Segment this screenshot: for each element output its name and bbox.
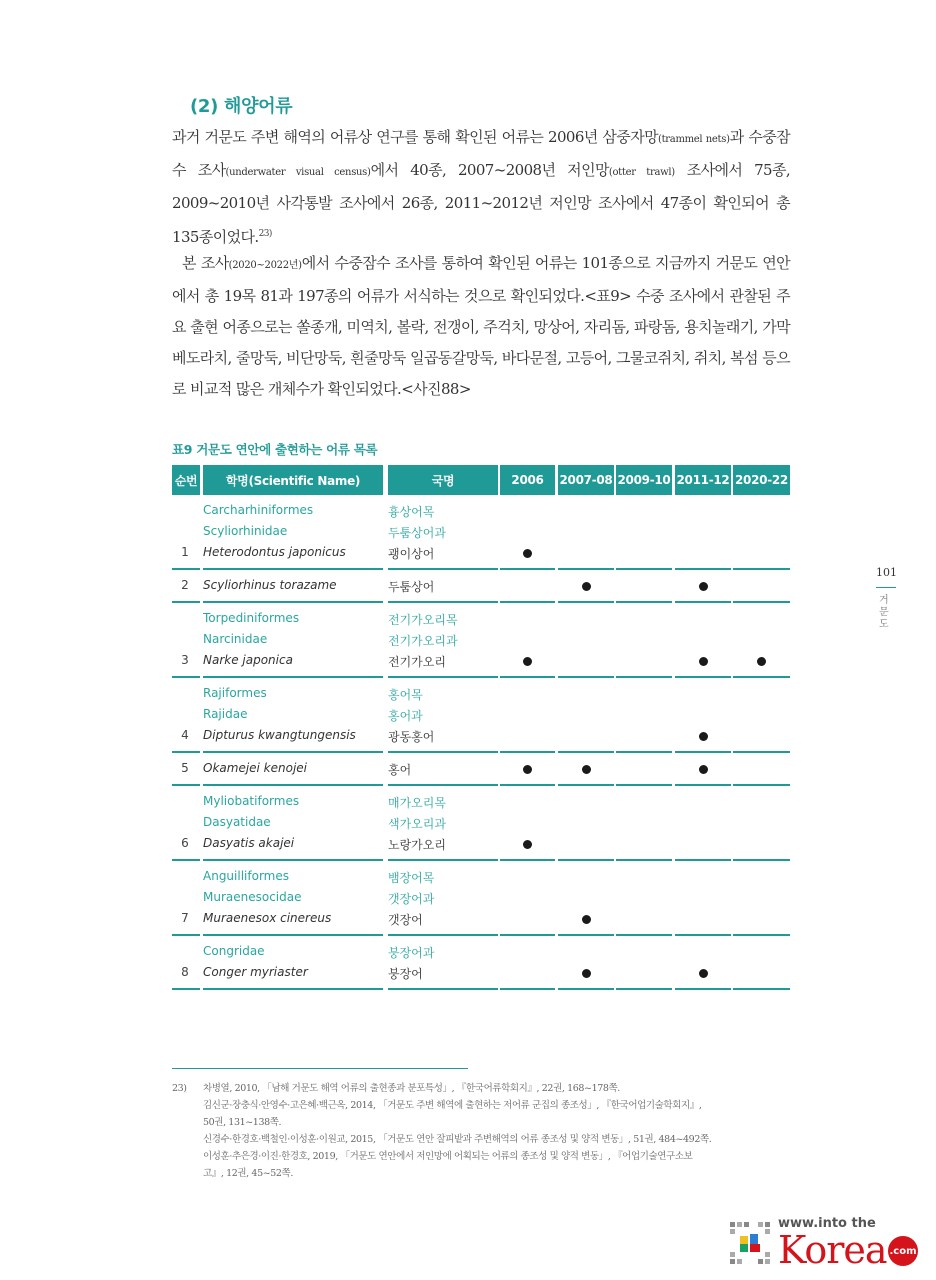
- occurrence-dot: [523, 765, 532, 774]
- para1-text-3: 에서 40종, 2007~2008년 저인망: [370, 161, 609, 179]
- footnote-text: 고』, 12권, 45~52쪽.: [203, 1168, 293, 1179]
- taxon-scientific-name: Myliobatiformes: [203, 794, 300, 808]
- footnote-line: [172, 1148, 790, 1165]
- species-scientific-name: Conger myriaster: [203, 965, 308, 979]
- table-row: [172, 495, 790, 570]
- species-scientific-name: Dipturus kwangtungensis: [203, 728, 356, 742]
- para2-text-2: 에서 수중잠수 조사를 통하여 확인된 어류는 101종으로 지금까지 거문도 연안에서 총 19목 81과 197종의 어류가 서식하는 것으로 확인되었다.<표9> 수중 조사에서 관찰된 주요 출현 어종으로는 쏠종개, 미역치, 볼락, 전갱이, 주걱치, 망상어, 자리돔, 파랑돔, 용치놀래기, 가막베도라치, 줄망둑, 비단망둑, 흰줄망둑 일곱동갈망둑, 바다문절, 고등어, 그물코쥐치, 쥐치, 복섬 등으로 비교적 많은 개체수가 확인되었다.<사진88>: [172, 254, 790, 398]
- section-title: (2) 해양어류: [190, 96, 293, 117]
- header-2007-08: 2007-08: [558, 465, 614, 495]
- occurrence-dot: [582, 915, 591, 924]
- taxon-scientific-name: Congridae: [203, 944, 265, 958]
- header-no: 순번: [172, 465, 200, 495]
- species-korean-name: 붕장어: [388, 967, 423, 981]
- row-underline: [616, 988, 672, 990]
- taxon-scientific-name: Rajiformes: [203, 686, 267, 700]
- footnotes: [172, 1080, 790, 1182]
- species-scientific-name: Scyliorhinus torazame: [203, 578, 337, 592]
- para1-text-1: 과거 거문도 주변 해역의 어류상 연구를 통해 확인된 어류는 2006년 삼중자망: [172, 128, 658, 146]
- table-body: [172, 495, 790, 990]
- logo-korea: Korea: [778, 1228, 887, 1272]
- taxon-korean-name: 색가오리과: [388, 817, 446, 831]
- row-number: 5: [181, 761, 189, 775]
- header-sci: 학명(Scientific Name): [203, 465, 383, 495]
- taxon-korean-name: 뱀장어목: [388, 871, 435, 885]
- row-number: 7: [181, 911, 189, 925]
- taxon-scientific-name: Scyliorhinidae: [203, 524, 288, 538]
- footnote-line: [172, 1165, 790, 1182]
- species-korean-name: 괭이상어: [388, 547, 435, 561]
- paragraph-2: [172, 248, 790, 405]
- fish-table: [172, 465, 790, 990]
- into-the-korea-logo[interactable]: [728, 1212, 924, 1272]
- taxon-scientific-name: Carcharhiniformes: [203, 503, 314, 517]
- logo-www: www.into the: [778, 1216, 876, 1231]
- table-row: [172, 570, 790, 603]
- occurrence-dot: [699, 732, 708, 741]
- footnote-line: [172, 1114, 790, 1131]
- para1-text-2: 과 수중잠수 조사: [172, 128, 790, 179]
- species-scientific-name: Heterodontus japonicus: [203, 545, 346, 559]
- footnote-text: 50권, 131~138쪽.: [203, 1117, 282, 1128]
- row-number: 8: [181, 965, 189, 979]
- footnote-line: [172, 1080, 790, 1097]
- taxon-korean-name: 매가오리목: [388, 796, 446, 810]
- footnote-text: 김신군·장충식·안영수·고은혜·백근옥, 2014, 「거문도 주변 해역에 출현하는 저어류 군집의 종조성」, 『한국어업기술학회지』,: [203, 1100, 702, 1111]
- taxon-scientific-name: Anguilliformes: [203, 869, 289, 883]
- table-caption: 표9 거문도 연안에 출현하는 어류 목록: [172, 442, 378, 457]
- occurrence-dot: [699, 765, 708, 774]
- side-title: 거문도: [879, 595, 889, 630]
- taxon-korean-name: 붕장어과: [388, 946, 435, 960]
- header-2011-12: 2011-12: [675, 465, 731, 495]
- footnote-ref[interactable]: 23): [258, 229, 272, 239]
- row-underline: [675, 988, 731, 990]
- footnote-divider: [172, 1068, 468, 1069]
- taxon-scientific-name: Narcinidae: [203, 632, 268, 646]
- row-number: 1: [181, 545, 189, 559]
- para2-text-1: 본 조사: [181, 254, 229, 272]
- para1-sub-1: (trammel nets): [657, 134, 730, 145]
- occurrence-dot: [757, 657, 766, 666]
- table-row: [172, 786, 790, 861]
- occurrence-dot: [523, 549, 532, 558]
- row-underline: [172, 988, 200, 990]
- table-header: [172, 465, 790, 495]
- row-underline: [203, 988, 383, 990]
- occurrence-dot: [699, 969, 708, 978]
- footnote-line: [172, 1131, 790, 1148]
- taxon-korean-name: 홍어과: [388, 709, 423, 723]
- species-scientific-name: Okamejei kenojei: [203, 761, 308, 775]
- side-divider: [876, 587, 896, 588]
- logo-grid-icon: [730, 1222, 772, 1264]
- taxon-scientific-name: Muraenesocidae: [203, 890, 302, 904]
- occurrence-dot: [582, 582, 591, 591]
- row-underline: [733, 988, 790, 990]
- taxon-scientific-name: Torpediniformes: [203, 611, 300, 625]
- occurrence-dot: [582, 969, 591, 978]
- taxon-korean-name: 전기가오리목: [388, 613, 458, 627]
- table-row: [172, 753, 790, 786]
- row-underline: [388, 988, 498, 990]
- header-2009-10: 2009-10: [616, 465, 672, 495]
- table-row: [172, 678, 790, 753]
- footnote-text: 이성훈·추은경·이진·한경호, 2019, 「거문도 연안에서 저인망에 어획되는 어류의 종조성 및 양적 변동」, 『어업기술연구소보: [203, 1151, 693, 1162]
- footnote-text: 차병열, 2010, 「남해 거문도 해역 어류의 출현종과 분포특성」, 『한국어류학회지』, 22권, 168~178쪽.: [203, 1083, 620, 1094]
- logo-com: .com: [888, 1236, 918, 1266]
- para1-text-4: 조사에서 75종, 2009~2010년 사각통발 조사에서 26종, 2011~2012년 저인망 조사에서 47종이 확인되어 총 135종이었다.: [172, 161, 791, 246]
- taxon-scientific-name: Dasyatidae: [203, 815, 271, 829]
- species-scientific-name: Muraenesox cinereus: [203, 911, 332, 925]
- footnote-line: [172, 1097, 790, 1114]
- species-scientific-name: Dasyatis akajei: [203, 836, 295, 850]
- taxon-korean-name: 전기가오리과: [388, 634, 458, 648]
- taxon-korean-name: 흉상어목: [388, 505, 435, 519]
- paragraph-1: [172, 122, 790, 253]
- row-number: 3: [181, 653, 189, 667]
- species-korean-name: 노랑가오리: [388, 838, 446, 852]
- table-row: [172, 861, 790, 936]
- species-scientific-name: Narke japonica: [203, 653, 293, 667]
- table-row: [172, 936, 790, 990]
- footnote-number: 23): [172, 1083, 187, 1094]
- occurrence-dot: [699, 582, 708, 591]
- occurrence-dot: [699, 657, 708, 666]
- header-2020-22: 2020-22: [733, 465, 790, 495]
- species-korean-name: 두툼상어: [388, 580, 435, 594]
- page-number: 101: [876, 566, 897, 579]
- row-number: 6: [181, 836, 189, 850]
- taxon-scientific-name: Rajidae: [203, 707, 248, 721]
- species-korean-name: 광동홍어: [388, 730, 435, 744]
- species-korean-name: 갯장어: [388, 913, 423, 927]
- occurrence-dot: [582, 765, 591, 774]
- row-number: 2: [181, 578, 189, 592]
- taxon-korean-name: 두툼상어과: [388, 526, 446, 540]
- occurrence-dot: [523, 657, 532, 666]
- taxon-korean-name: 홍어목: [388, 688, 423, 702]
- table-row: [172, 603, 790, 678]
- para2-sub-1: (2020~2022년): [228, 260, 302, 271]
- row-underline: [558, 988, 614, 990]
- row-underline: [500, 988, 555, 990]
- footnote-text: 신경수·한경호·백철인·이성훈·이원교, 2015, 「거문도 연안 잘피밭과 주변해역의 어류 종조성 및 양적 변동」, 51권, 484~492쪽.: [203, 1134, 712, 1145]
- para1-sub-2: (underwater visual census): [225, 167, 371, 178]
- row-number: 4: [181, 728, 189, 742]
- header-kor: 국명: [388, 465, 498, 495]
- species-korean-name: 전기가오리: [388, 655, 446, 669]
- taxon-korean-name: 갯장어과: [388, 892, 435, 906]
- header-2006: 2006: [500, 465, 555, 495]
- occurrence-dot: [523, 840, 532, 849]
- para1-sub-3: (otter trawl): [608, 167, 675, 178]
- species-korean-name: 홍어: [388, 763, 412, 777]
